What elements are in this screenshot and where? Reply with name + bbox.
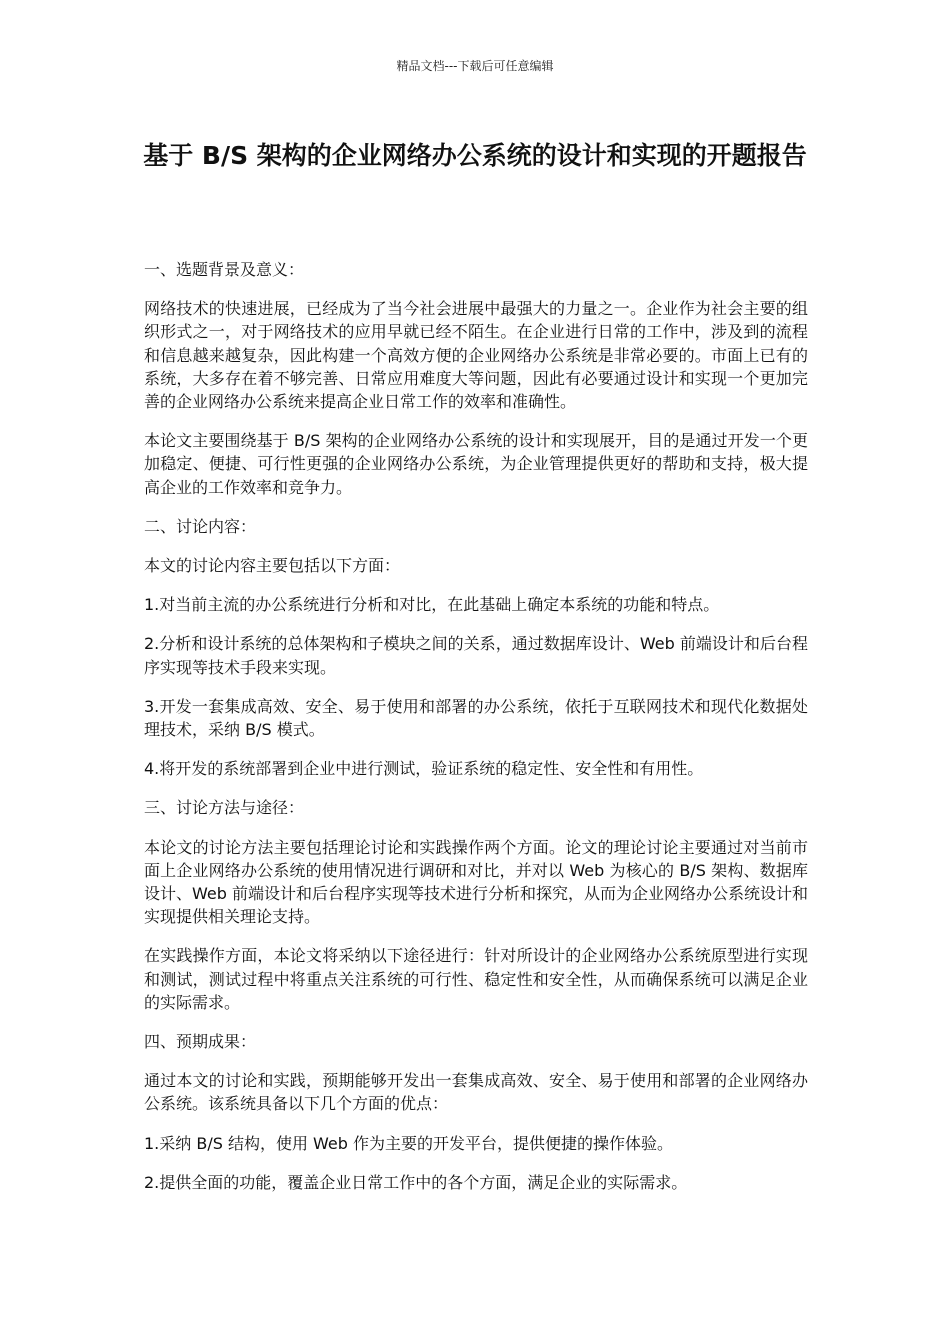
- paragraph: 本文的讨论内容主要包括以下方面：: [144, 556, 401, 576]
- section-heading-methods: 三、讨论方法与途径：: [144, 798, 305, 818]
- list-item: 3.开发一套集成高效、安全、易于使用和部署的办公系统，依托于互联网技术和现代化数据处理技术，采纳 B/S 模式。: [144, 696, 808, 740]
- paragraph: 网络技术的快速进展，已经成为了当今社会进展中最强大的力量之一。企业作为社会主要的组织形式之一，对于网络技术的应用早就已经不陌生。在企业进行日常的工作中，涉及到的流程和信息越来越复杂，因此构建一个高效方便的企业网络办公系统是非常必要的。市面上已有的系统，大多存在着不够完善、日常应用难度大等问题，因此有必要通过设计和实现一个更加完善的企业网络办公系统来提高企业日常工作的效率和准确性。: [144, 299, 808, 412]
- document-body: [144, 258, 808, 1210]
- header-note: 精品文档---下载后可任意编辑: [396, 59, 554, 73]
- section-heading-background: 一、选题背景及意义：: [144, 260, 305, 279]
- section-heading-content: 二、讨论内容：: [144, 516, 257, 536]
- list-item: 2.提供全面的功能，覆盖企业日常工作中的各个方面，满足企业的实际需求。: [144, 1172, 688, 1192]
- list-item: 1.采纳 B/S 结构，使用 Web 作为主要的开发平台，提供便捷的操作体验。: [144, 1133, 674, 1153]
- list-item: 1.对当前主流的办公系统进行分析和对比，在此基础上确定本系统的功能和特点。: [144, 595, 720, 615]
- document-title: 基于 B/S 架构的企业网络办公系统的设计和实现的开题报告: [143, 141, 807, 170]
- list-item: 4.将开发的系统部署到企业中进行测试，验证系统的稳定性、安全性和有用性。: [144, 759, 704, 779]
- paragraph: 本论文的讨论方法主要包括理论讨论和实践操作两个方面。论文的理论讨论主要通过对当前市面上企业网络办公系统的使用情况进行调研和对比，并对以 Web 为核心的 B/S 架构、数据库设计、Web 前端设计和后台程序实现等技术进行分析和探究，从而为企业网络办公系统设计和实现提供相关理论支持。: [144, 837, 808, 927]
- paragraph: 本论文主要围绕基于 B/S 架构的企业网络办公系统的设计和实现展开，目的是通过开发一个更加稳定、便捷、可行性更强的企业网络办公系统，为企业管理提供更好的帮助和支持，极大提高企业的工作效率和竞争力。: [144, 431, 808, 497]
- list-item: 2.分析和设计系统的总体架构和子模块之间的关系，通过数据库设计、Web 前端设计和后台程序实现等技术手段来实现。: [144, 634, 808, 677]
- section-heading-outcomes: 四、预期成果：: [144, 1032, 257, 1052]
- paragraph: 通过本文的讨论和实践，预期能够开发出一套集成高效、安全、易于使用和部署的企业网络办公系统。该系统具备以下几个方面的优点：: [144, 1071, 808, 1114]
- paragraph: 在实践操作方面，本论文将采纳以下途径进行：针对所设计的企业网络办公系统原型进行实现和测试，测试过程中将重点关注系统的可行性、稳定性和安全性，从而确保系统可以满足企业的实际需求。: [144, 946, 808, 1012]
